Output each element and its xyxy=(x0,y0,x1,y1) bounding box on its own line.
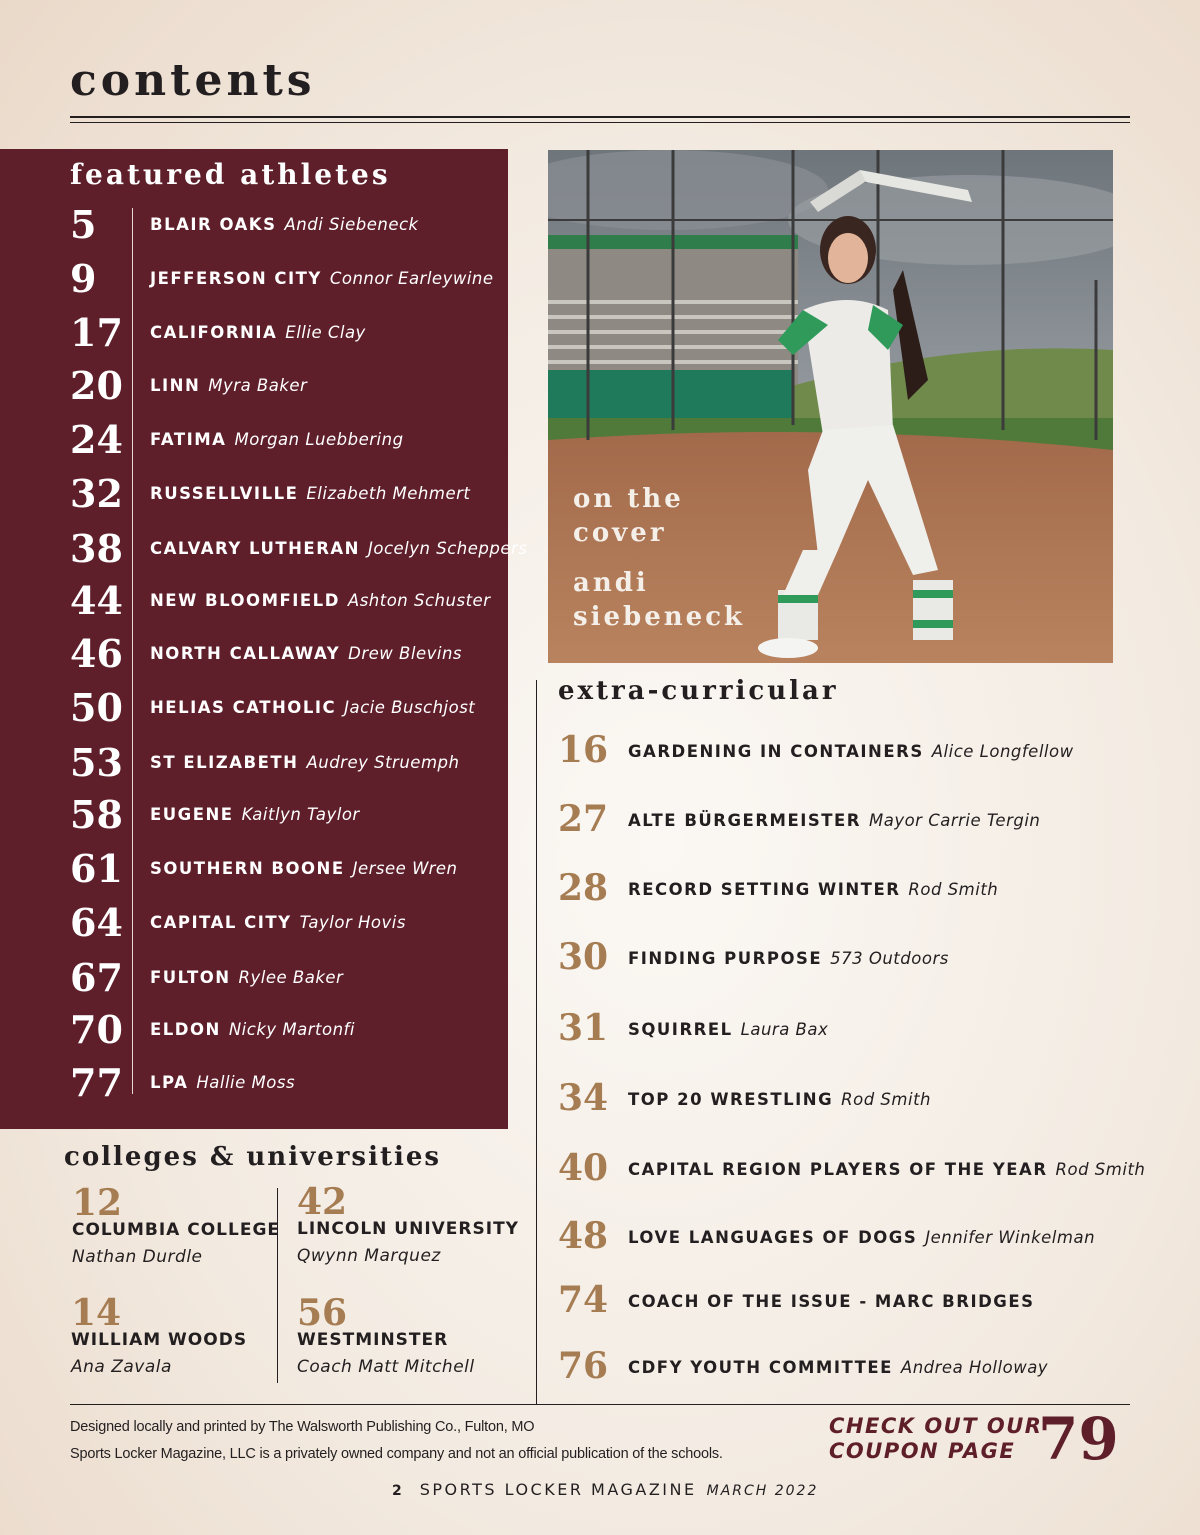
extra-page-number: 16 xyxy=(558,729,609,771)
extra-page-number: 31 xyxy=(558,1007,609,1049)
article-author: 573 Outdoors xyxy=(830,949,949,968)
article-author: Mayor Carrie Tergin xyxy=(868,811,1041,830)
school-name: RUSSELLVILLE xyxy=(150,484,299,503)
athlete-name: Morgan Luebbering xyxy=(234,430,404,449)
college-name: WESTMINSTER xyxy=(297,1330,449,1350)
featured-page-number: 20 xyxy=(70,363,123,408)
article-title: FINDING PURPOSE xyxy=(628,949,823,968)
article-title: GARDENING IN CONTAINERS xyxy=(628,742,924,761)
featured-entry xyxy=(150,753,459,773)
article-title: TOP 20 WRESTLING xyxy=(628,1090,834,1109)
coupon-line-2: COUPON PAGE xyxy=(829,1439,1016,1463)
featured-entry xyxy=(150,430,404,450)
athlete-name: Jocelyn Scheppers xyxy=(367,539,528,558)
coupon-page-number: 79 xyxy=(1038,1405,1119,1473)
athlete-name: Hallie Moss xyxy=(196,1073,296,1092)
college-entry xyxy=(297,1183,527,1271)
extra-curricular-row xyxy=(558,1148,1158,1198)
featured-entry xyxy=(150,968,343,988)
featured-entry xyxy=(150,805,360,825)
school-name: CALVARY LUTHERAN xyxy=(150,539,360,558)
cover-caption-line-2: cover xyxy=(573,518,667,548)
cover-caption-line-3: andi xyxy=(573,568,649,598)
extra-entry xyxy=(628,1358,1048,1378)
college-entry xyxy=(297,1294,527,1382)
extra-curricular-row xyxy=(558,937,1158,987)
athlete-name: Kaitlyn Taylor xyxy=(241,805,360,824)
extra-page-number: 74 xyxy=(558,1279,609,1321)
article-author: Rod Smith xyxy=(1055,1160,1146,1179)
cover-caption-line-1: on the xyxy=(573,484,684,514)
article-title: ALTE BÜRGERMEISTER xyxy=(628,811,861,830)
extra-page-number: 48 xyxy=(558,1215,609,1257)
featured-page-number: 64 xyxy=(70,900,123,945)
extra-page-number: 76 xyxy=(558,1345,609,1387)
extra-curricular-heading: extra-curricular xyxy=(558,676,839,706)
school-name: NEW BLOOMFIELD xyxy=(150,591,340,610)
extra-curricular-row xyxy=(558,868,1158,918)
school-name: FULTON xyxy=(150,968,231,987)
featured-athlete-row xyxy=(70,256,510,309)
featured-page-number: 38 xyxy=(70,526,123,571)
school-name: ELDON xyxy=(150,1020,221,1039)
article-title: CAPITAL REGION PLAYERS OF THE YEAR xyxy=(628,1160,1048,1179)
athlete-name: Myra Baker xyxy=(208,376,308,395)
extra-entry xyxy=(628,1160,1145,1180)
featured-athlete-row xyxy=(70,417,510,470)
extra-page-number: 30 xyxy=(558,936,609,978)
coupon-line-1: CHECK OUT OUR xyxy=(829,1414,1043,1438)
athlete-name: Andi Siebeneck xyxy=(284,215,419,234)
article-author: Jennifer Winkelman xyxy=(925,1228,1096,1247)
college-page-number: 42 xyxy=(297,1181,348,1223)
featured-page-number: 61 xyxy=(70,846,123,891)
featured-athlete-row xyxy=(70,740,510,793)
college-author: Ana Zavala xyxy=(71,1357,172,1377)
featured-page-number: 58 xyxy=(70,792,123,837)
athlete-name: Jacie Buschjost xyxy=(344,698,476,717)
athlete-name: Ellie Clay xyxy=(285,323,366,342)
featured-page-number: 44 xyxy=(70,578,123,623)
disclaimer: Sports Locker Magazine, LLC is a privately owned company and not an official publication of the schools. xyxy=(70,1446,723,1462)
featured-page-number: 77 xyxy=(70,1060,123,1105)
school-name: HELIAS CATHOLIC xyxy=(150,698,337,717)
extra-curricular-row xyxy=(558,1280,1158,1330)
featured-entry xyxy=(150,591,490,611)
extra-page-number: 28 xyxy=(558,867,609,909)
college-name: WILLIAM WOODS xyxy=(71,1330,248,1350)
featured-athlete-row xyxy=(70,900,510,953)
article-author: Rod Smith xyxy=(908,880,999,899)
featured-athlete-row xyxy=(70,685,510,738)
article-author: Rod Smith xyxy=(841,1090,931,1109)
article-title: SQUIRREL xyxy=(628,1020,733,1039)
article-title: COACH OF THE ISSUE - MARC BRIDGES xyxy=(628,1292,1035,1311)
featured-athlete-row xyxy=(70,310,510,363)
featured-entry xyxy=(150,376,307,396)
featured-athlete-row xyxy=(70,526,528,579)
article-title: CDFY YOUTH COMMITTEE xyxy=(628,1358,893,1377)
extra-curricular-row xyxy=(558,1346,1158,1396)
page-title: contents xyxy=(70,55,316,106)
extra-divider xyxy=(536,680,537,1404)
featured-athlete-row xyxy=(70,631,510,684)
featured-entry xyxy=(150,644,462,664)
extra-curricular-row xyxy=(558,799,1158,849)
extra-entry xyxy=(628,949,949,969)
extra-curricular-row xyxy=(558,1078,1158,1128)
extra-curricular-row xyxy=(558,1216,1158,1266)
featured-page-number: 24 xyxy=(70,417,123,462)
article-author: Andrea Holloway xyxy=(900,1358,1049,1377)
college-author: Coach Matt Mitchell xyxy=(297,1357,475,1377)
featured-athlete-row xyxy=(70,471,510,524)
athlete-name: Elizabeth Mehmert xyxy=(306,484,471,503)
featured-athlete-row xyxy=(70,846,510,899)
footer-rule xyxy=(70,1404,1130,1405)
extra-entry xyxy=(628,742,1074,762)
athlete-name: Drew Blevins xyxy=(348,644,462,663)
featured-athlete-row xyxy=(70,1007,510,1060)
extra-entry xyxy=(628,880,998,900)
college-page-number: 12 xyxy=(72,1182,123,1224)
featured-page-number: 9 xyxy=(70,256,97,301)
school-name: LPA xyxy=(150,1073,189,1092)
issue-date: MARCH 2022 xyxy=(706,1483,819,1499)
featured-page-number: 46 xyxy=(70,631,123,676)
school-name: LINN xyxy=(150,376,201,395)
college-entry xyxy=(71,1294,301,1382)
college-name: COLUMBIA COLLEGE xyxy=(72,1220,281,1240)
extra-entry xyxy=(628,1020,828,1040)
featured-entry xyxy=(150,484,470,504)
college-entry xyxy=(72,1184,302,1272)
featured-entry xyxy=(150,698,475,718)
school-name: ST ELIZABETH xyxy=(150,753,299,772)
featured-entry xyxy=(150,215,419,235)
featured-entry xyxy=(150,323,366,343)
college-author: Qwynn Marquez xyxy=(297,1246,441,1266)
article-author: Alice Longfellow xyxy=(931,742,1074,761)
athlete-name: Jersee Wren xyxy=(352,859,458,878)
featured-page-number: 67 xyxy=(70,955,123,1000)
school-name: SOUTHERN BOONE xyxy=(150,859,345,878)
featured-page-number: 17 xyxy=(70,310,123,355)
extra-curricular-row xyxy=(558,1008,1158,1058)
article-title: LOVE LANGUAGES OF DOGS xyxy=(628,1228,918,1247)
featured-page-number: 32 xyxy=(70,471,123,516)
coupon-callout xyxy=(829,1414,1042,1464)
school-name: CAPITAL CITY xyxy=(150,913,292,932)
featured-athletes-heading: featured athletes xyxy=(70,158,391,191)
featured-entry xyxy=(150,1073,295,1093)
featured-entry xyxy=(150,269,494,289)
colleges-heading: colleges & universities xyxy=(64,1142,442,1172)
athlete-name: Audrey Struemph xyxy=(306,753,460,772)
college-page-number: 14 xyxy=(71,1292,122,1334)
printer-credit: Designed locally and printed by The Walsworth Publishing Co., Fulton, MO xyxy=(70,1419,535,1435)
athlete-name: Nicky Martonfi xyxy=(228,1020,355,1039)
featured-athlete-row xyxy=(70,578,510,631)
featured-entry xyxy=(150,913,406,933)
college-name: LINCOLN UNIVERSITY xyxy=(297,1219,519,1239)
cover-caption-line-4: siebeneck xyxy=(573,602,746,632)
featured-athlete-row xyxy=(70,792,510,845)
featured-athlete-row xyxy=(70,955,510,1008)
page-number: 2 xyxy=(392,1483,402,1499)
article-author: Laura Bax xyxy=(740,1020,829,1039)
extra-entry xyxy=(628,1292,1042,1312)
athlete-name: Rylee Baker xyxy=(238,968,344,987)
featured-athlete-row xyxy=(70,1060,510,1113)
featured-athlete-row xyxy=(70,202,510,255)
school-name: EUGENE xyxy=(150,805,234,824)
article-title: RECORD SETTING WINTER xyxy=(628,880,901,899)
featured-page-number: 53 xyxy=(70,740,123,785)
extra-page-number: 34 xyxy=(558,1077,609,1119)
extra-page-number: 27 xyxy=(558,798,609,840)
title-rule-bottom xyxy=(70,122,1130,123)
extra-entry xyxy=(628,811,1040,831)
extra-entry xyxy=(628,1228,1095,1248)
college-author: Nathan Durdle xyxy=(72,1247,203,1267)
title-rule-top xyxy=(70,116,1130,118)
school-name: CALIFORNIA xyxy=(150,323,278,342)
extra-page-number: 40 xyxy=(558,1147,609,1189)
extra-entry xyxy=(628,1090,931,1110)
extra-curricular-row xyxy=(558,730,1158,780)
featured-athlete-row xyxy=(70,363,510,416)
school-name: FATIMA xyxy=(150,430,227,449)
school-name: NORTH CALLAWAY xyxy=(150,644,341,663)
school-name: JEFFERSON CITY xyxy=(150,269,322,288)
athlete-name: Ashton Schuster xyxy=(347,591,491,610)
featured-entry xyxy=(150,859,458,879)
athlete-name: Taylor Hovis xyxy=(299,913,406,932)
college-page-number: 56 xyxy=(297,1292,348,1334)
page-footer xyxy=(392,1480,818,1499)
featured-entry xyxy=(150,1020,355,1040)
featured-page-number: 5 xyxy=(70,202,97,247)
magazine-name: SPORTS LOCKER MAGAZINE xyxy=(419,1480,697,1499)
featured-page-number: 50 xyxy=(70,685,123,730)
cover-caption xyxy=(573,482,745,634)
featured-entry xyxy=(150,539,527,559)
featured-page-number: 70 xyxy=(70,1007,123,1052)
athlete-name: Connor Earleywine xyxy=(329,269,494,288)
school-name: BLAIR OAKS xyxy=(150,215,277,234)
